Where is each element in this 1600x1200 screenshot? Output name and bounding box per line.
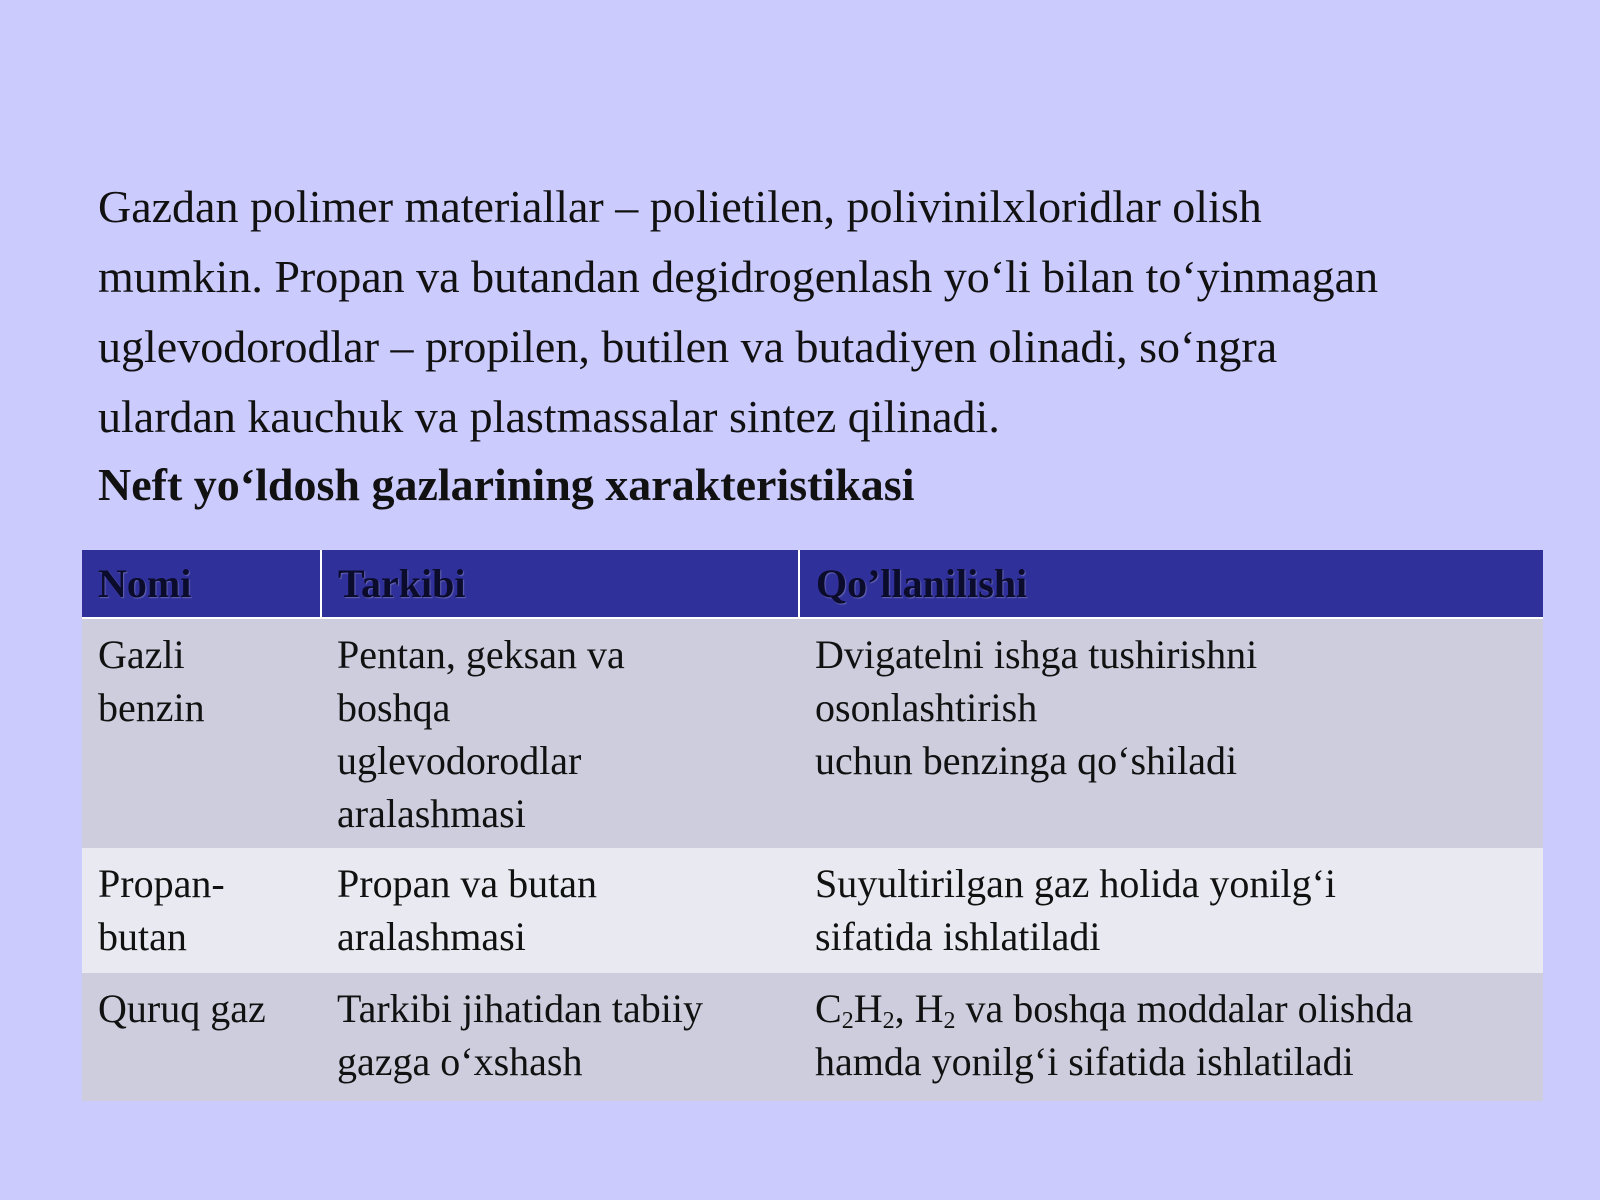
formula-separator: , (894, 986, 915, 1031)
table-row (82, 848, 1543, 973)
header-usage: Qo’llanilishi (799, 550, 1543, 618)
cell-composition: Propan va butan aralashmasi (321, 848, 799, 973)
cell-composition: Tarkibi jihatidan tabiiy gazga o‘xshash (321, 973, 799, 1101)
table-header-row (82, 550, 1543, 618)
table-title: Neft yo‘ldosh gazlarining xarakteristikasi (98, 459, 915, 510)
formula-c-subscript: 2 (841, 1008, 854, 1034)
header-name: Nomi (82, 550, 321, 618)
table-row (82, 973, 1543, 1101)
cell-name: Gazli benzin (82, 618, 321, 848)
cell-usage: Suyultirilgan gaz holida yonilg‘i sifatida ishlatiladi (799, 848, 1543, 973)
formula-c: C (815, 986, 842, 1031)
table-row (82, 618, 1543, 848)
cell-name: Quruq gaz (82, 973, 321, 1101)
intro-paragraph: Gazdan polimer materiallar – polietilen, polivinilxloridlar olish mumkin. Propan va butandan degidrogenlash yo‘li bilan to‘yinmagan uglevodorodlar – propilen, butilen va butadiyen olinadi, so‘ngra ulardan kauchuk va plastmassalar sintez qilinadi. (98, 181, 1379, 442)
formula-h-subscript: 2 (882, 1008, 895, 1034)
header-composition: Tarkibi (321, 550, 799, 618)
cell-name: Propan- butan (82, 848, 321, 973)
usage-text-line1: va boshqa moddalar olishda (955, 986, 1414, 1031)
cell-usage (799, 973, 1543, 1101)
formula-hydrogen-subscript: 2 (943, 1008, 956, 1034)
formula-hydrogen: H (914, 986, 944, 1031)
gas-characteristics-table (82, 550, 1543, 1101)
formula-h: H (853, 986, 883, 1031)
cell-usage: Dvigatelni ishga tushirishni osonlashtirish uchun benzinga qo‘shiladi (799, 618, 1543, 848)
usage-text-line2: hamda yonilg‘i sifatida ishlatiladi (815, 1039, 1354, 1084)
cell-composition: Pentan, geksan va boshqa uglevodorodlar aralashmasi (321, 618, 799, 848)
